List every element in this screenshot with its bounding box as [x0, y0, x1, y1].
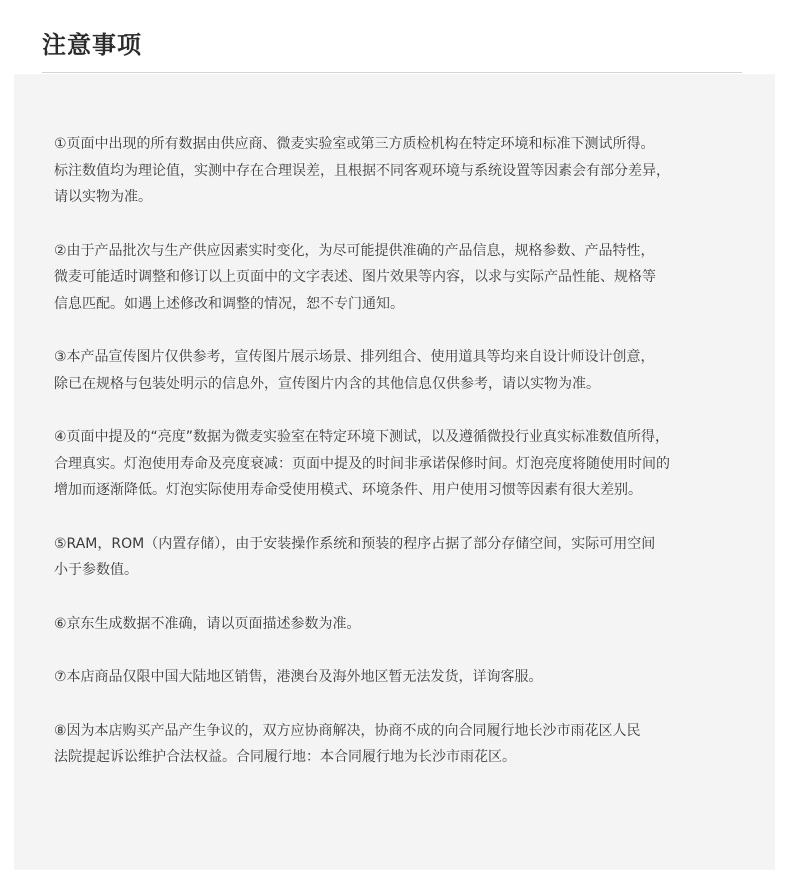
note-line: ①页面中出现的所有数据由供应商、微麦实验室或第三方质检机构在特定环境和标准下测试所得。 — [54, 136, 655, 152]
note-item-7 — [54, 664, 754, 691]
note-line: ⑦本店商品仅限中国大陆地区销售，港澳台及海外地区暂无法发货，详询客服。 — [54, 669, 543, 685]
note-item-6 — [54, 611, 754, 638]
note-line: 除已在规格与包装处明示的信息外，宣传图片内含的其他信息仅供参考，请以实物为准。 — [54, 375, 600, 392]
note-line: ③本产品宣传图片仅供参考，宣传图片展示场景、排列组合、使用道具等均来自设计师设计创意， — [54, 349, 655, 365]
note-line: 合理真实。灯泡使用寿命及亮度衰减：页面中提及的时间非承诺保修时间。灯泡亮度将随使用时间的 — [54, 455, 670, 472]
page-title: 注意事项 — [42, 31, 142, 59]
note-item-3 — [54, 344, 754, 397]
note-line: ②由于产品批次与生产供应因素实时变化，为尽可能提供准确的产品信息，规格参数、产品特性， — [54, 242, 655, 259]
note-item-2 — [54, 238, 754, 318]
note-line: ⑥京东生成数据不准确，请以页面描述参数为准。 — [54, 615, 361, 632]
note-line: ⑧因为本店购买产品产生争议的，双方应协商解决，协商不成的向合同履行地长沙市雨花区人民 — [54, 722, 641, 739]
note-line: 小于参数值。 — [54, 562, 138, 578]
note-line: 法院提起诉讼维护合法权益。合同履行地：本合同履行地为长沙市雨花区。 — [54, 749, 516, 765]
note-item-5 — [54, 531, 754, 584]
note-line: 微麦可能适时调整和修订以上页面中的文字表述、图片效果等内容，以求与实际产品性能、规格等 — [54, 269, 656, 285]
title-divider — [42, 72, 742, 73]
note-item-4 — [54, 424, 754, 504]
note-line: 标注数值均为理论值，实测中存在合理误差，且根据不同客观环境与系统设置等因素会有部分差异， — [54, 162, 670, 179]
header — [0, 0, 790, 74]
notes-list — [54, 131, 754, 771]
note-line: 信息匹配。如遇上述修改和调整的情况，恕不专门通知。 — [54, 295, 404, 312]
note-line: 增加而逐渐降低。灯泡实际使用寿命受使用模式、环境条件、用户使用习惯等因素有很大差别。 — [54, 482, 642, 498]
note-line: 请以实物为准。 — [54, 189, 152, 205]
note-item-8 — [54, 718, 754, 771]
note-line: ④页面中提及的“亮度”数据为微麦实验室在特定环境下测试，以及遵循微投行业真实标准数值所得， — [54, 429, 670, 445]
note-item-1 — [54, 131, 754, 211]
note-line: ⑤RAM，ROM（内置存储），由于安装操作系统和预装的程序占据了部分存储空间，实际可用空间 — [54, 535, 656, 552]
